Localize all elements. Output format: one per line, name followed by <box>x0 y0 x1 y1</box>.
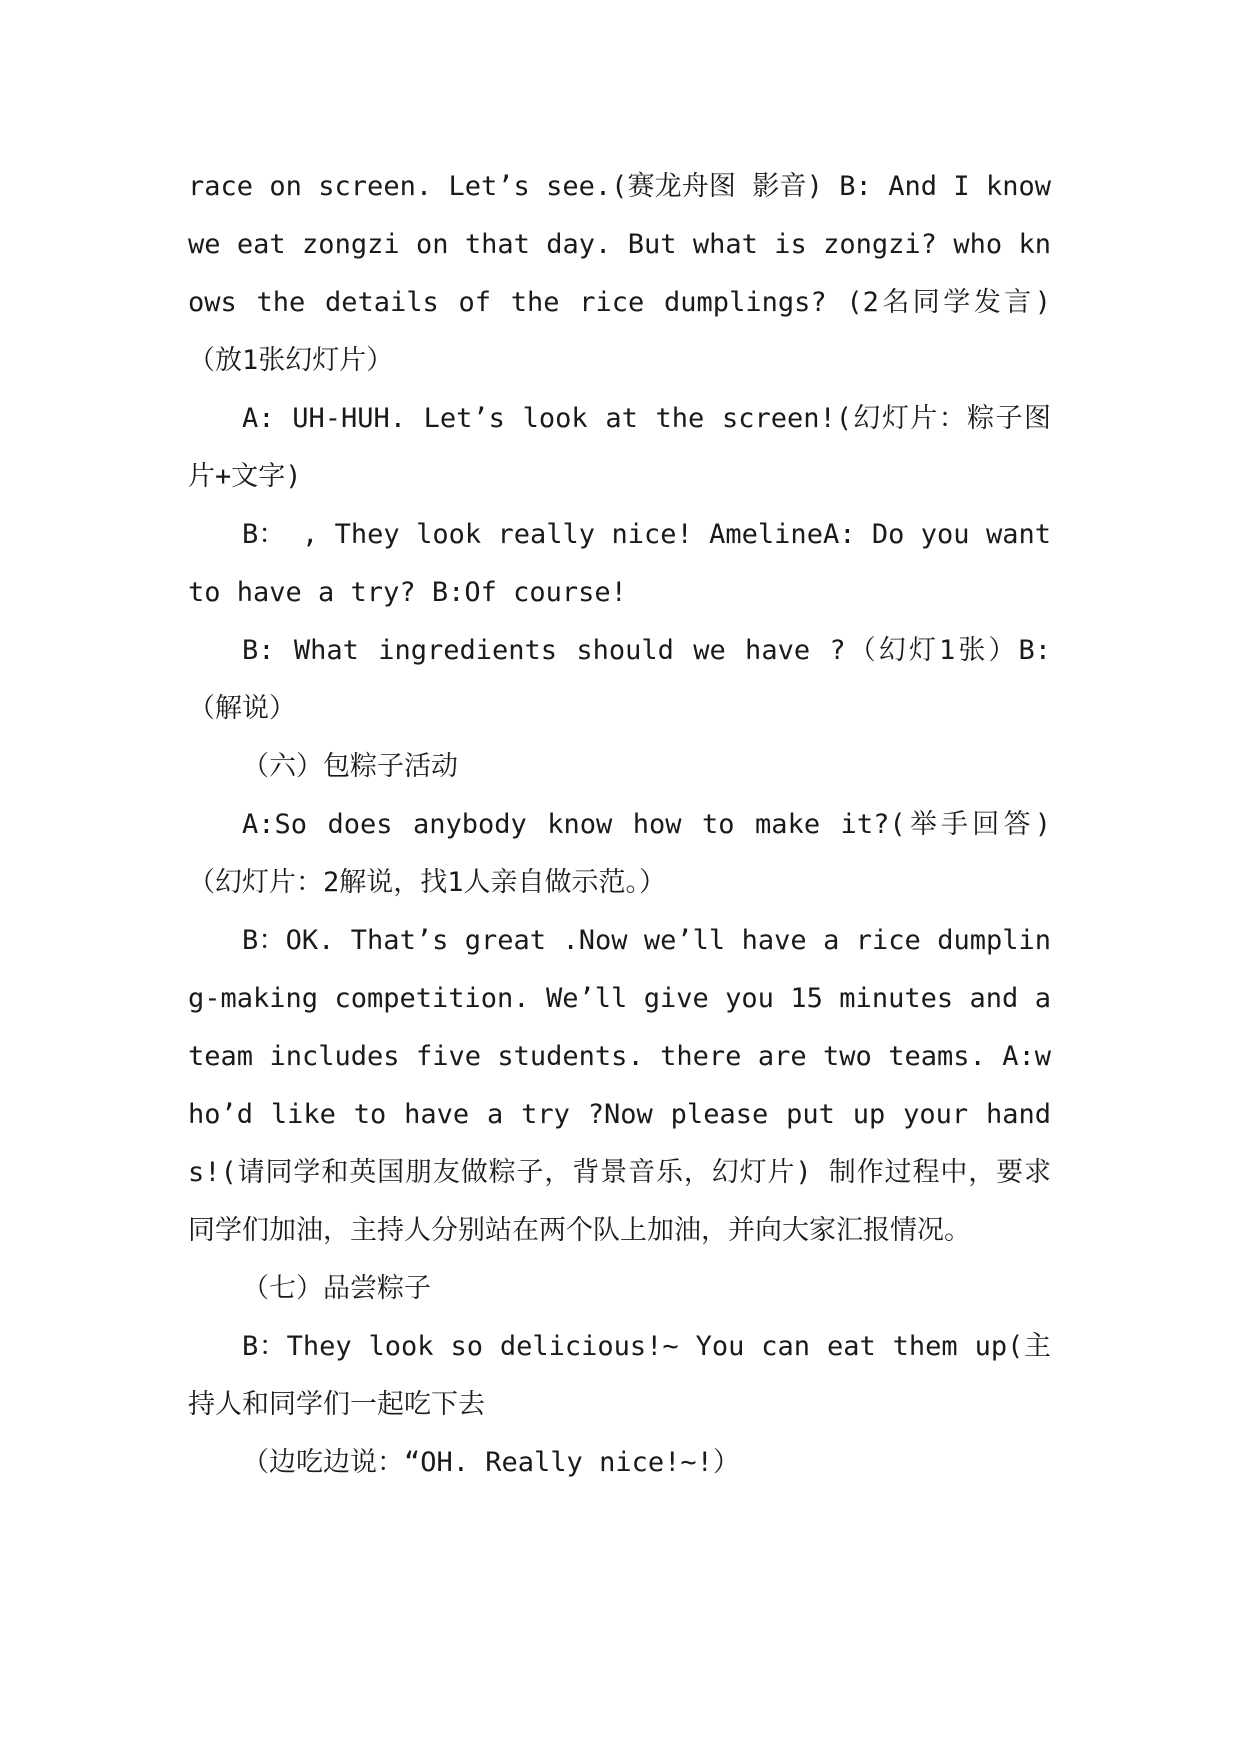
paragraph-really-nice: （边吃边说：“OH. Really nice!~!） <box>242 1447 740 1478</box>
document-page <box>188 158 1051 1492</box>
paragraph-look-really-nice: B： , They look really nice! AmelineA: Do you want to have a try? B:Of course! <box>188 519 1051 608</box>
paragraph-competition: B：OK. That’s great .Now we’ll have a rice dumpling-making competition. We’ll give you 15 minutes and a team includes five students. there are two teams. A:who’d like to have a try ?Now please put up your hands!(请同学和英国朋友做粽子，背景音乐，幻灯片) 制作过程中，要求同学们加油，主持人分别站在两个队上加油，并向大家汇报情况。 <box>188 925 1051 1246</box>
paragraph-eat-them-up: B：They look so delicious!~ You can eat them up(主持人和同学们一起吃下去 <box>188 1331 1051 1420</box>
paragraph-look-at-screen: A: UH-HUH. Let’s look at the screen!(幻灯片：粽子图片+文字) <box>188 403 1051 492</box>
paragraph-how-to-make: A:So does anybody know how to make it?(举手回答)（幻灯片：2解说，找1人亲自做示范。） <box>188 809 1051 898</box>
paragraph-ingredients: B: What ingredients should we have ?（幻灯1张）B:（解说） <box>188 635 1051 724</box>
paragraph-dragon-boat-race: race on screen. Let’s see.(赛龙舟图 影音) B: And I know we eat zongzi on that day. But what is zongzi? who knows the details of the rice dumplings? (2名同学发言)（放1张幻灯片） <box>188 171 1051 376</box>
section-heading-wrap-zongzi: （六）包粽子活动 <box>242 751 458 782</box>
section-heading-taste-zongzi: （七）品尝粽子 <box>242 1273 431 1304</box>
